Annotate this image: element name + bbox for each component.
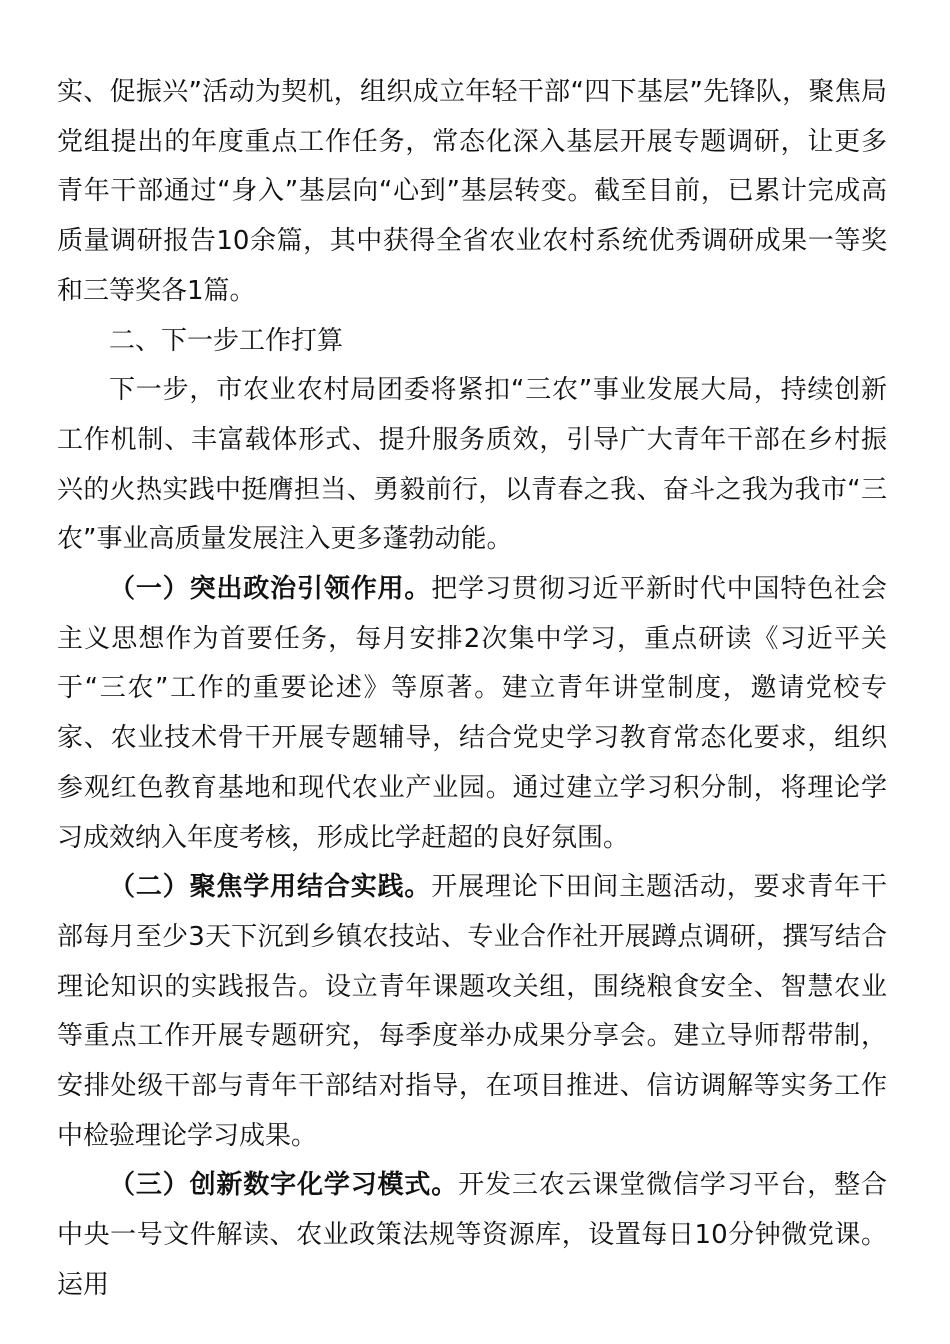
continuation-paragraph: 实、促振兴”活动为契机，组织成立年轻干部“四下基层”先锋队，聚焦局党组提出的年度重点工作任务，常态化深入基层开展专题调研，让更多青年干部通过“身入”基层向“心到”基层转变。截至目前，已累计完成高质量调研报告10余篇，其中获得全省农业农村系统优秀调研成果一等奖和三等奖各1篇。 (57, 77, 887, 306)
item-two-paragraph (57, 863, 887, 1161)
item-two-lead: （二）聚焦学用结合实践。 (109, 872, 432, 903)
section-heading: 二、下一步工作打算 (109, 325, 344, 356)
item-one-lead: （一）突出政治引领作用。 (109, 574, 432, 605)
item-three-paragraph (57, 1161, 887, 1310)
item-one-text: 把学习贯彻习近平新时代中国特色社会主义思想作为首要任务，每月安排2次集中学习，重点研读《习近平关于“三农”工作的重要论述》等原著。建立青年讲堂制度，邀请党校专家、农业技术骨干开展专题辅导，结合党史学习教育常态化要求，组织参观红色教育基地和现代农业产业园。通过建立学习积分制，将理论学习成效纳入年度考核，形成比学赶超的良好氛围。 (57, 574, 887, 853)
item-three-text: 开发三农云课堂微信学习平台，整合中央一号文件解读、农业政策法规等资源库，设置每日10分钟微党课。运用 (57, 1170, 887, 1300)
item-one-paragraph (57, 565, 887, 863)
section-intro-paragraph: 下一步，市农业农村局团委将紧扣“三农”事业发展大局，持续创新工作机制、丰富载体形式、提升服务质效，引导广大青年干部在乡村振兴的火热实践中挺膺担当、勇毅前行，以青春之我、奋斗之我为我市“三农”事业高质量发展注入更多蓬勃动能。 (57, 375, 887, 555)
document-page (57, 68, 887, 1311)
item-three-lead: （三）创新数字化学习模式。 (109, 1170, 459, 1201)
item-two-text: 开展理论下田间主题活动，要求青年干部每月至少3天下沉到乡镇农技站、专业合作社开展蹲点调研，撰写结合理论知识的实践报告。设立青年课题攻关组，围绕粮食安全、智慧农业等重点工作开展专题研究，每季度举办成果分享会。建立导师帮带制，安排处级干部与青年干部结对指导，在项目推进、信访调解等实务工作中检验理论学习成果。 (57, 872, 887, 1151)
